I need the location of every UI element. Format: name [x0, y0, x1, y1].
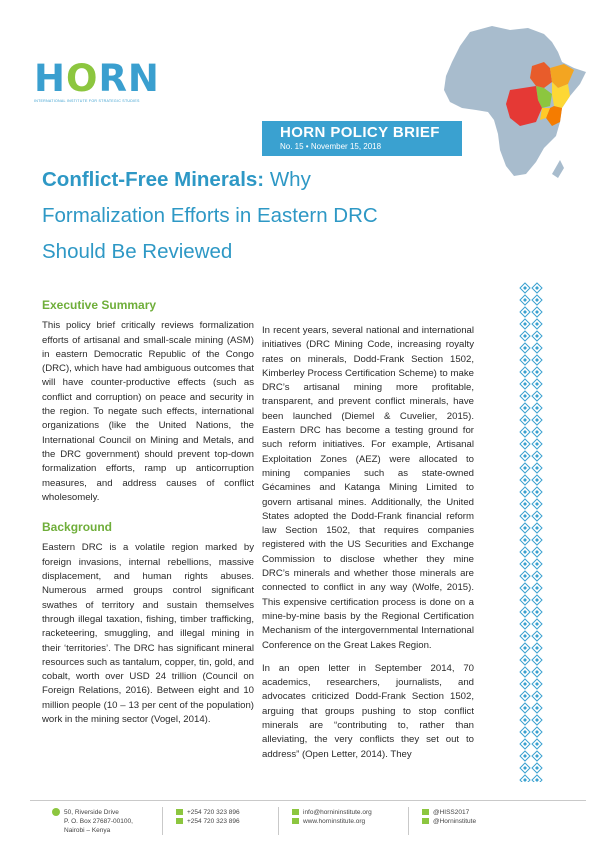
- title-bold: Conflict-Free Minerals:: [42, 168, 265, 191]
- footer-divider: [408, 807, 409, 835]
- twitter-handle[interactable]: @HISS2017: [433, 809, 470, 816]
- footer-address: [52, 808, 133, 835]
- location-pin-icon: [52, 808, 60, 816]
- logo-tagline: INTERNATIONAL INSTITUTE FOR STRATEGIC STUDIES: [34, 99, 140, 103]
- email-link[interactable]: info@hornininstitute.org: [303, 809, 372, 816]
- right-paragraph-1: In recent years, several national and international initiatives (DRC Mining Code, increasing royalty rates on minerals, Dodd-Frank Section 1502, Kimberley Process Certification Scheme) to make DRC’s artisanal mining more profitable, transparent, and prevent conflict minerals, have been launched (Diemel & Cuvelier, 2015). Eastern DRC has become a testing ground for such reform initiatives. For example, Artisanal Exploitation Zones (AEZ) were allocated to mining companies such as state-owned Gécamines and Katanga Mining Limited to govern artisanal mines. Additionally, the United States adopted the Dodd-Frank financial reform law Section 1502, that requires companies registered with the US Securities and Exchange Commission to disclose whether they mine DRC’s minerals and whether those minerals are connected to conflict in any way (Wolfe, 2015). This expensive certification process is done on a mine-by-mine basis by the Regional Certification Mechanism of the intergovernmental International Conference on the Great Lakes Region.: [262, 325, 474, 651]
- right-column: [262, 324, 474, 762]
- website-link[interactable]: www.horninstitute.org: [303, 818, 366, 825]
- background-heading: Background: [42, 520, 113, 535]
- footer-social: [422, 808, 476, 826]
- policy-brief-banner: [262, 121, 462, 156]
- executive-summary-text: This policy brief critically reviews formalization efforts of artisanal and small-scale mining (ASM) in eastern Democratic Republic of the Congo (DRC), which have had ambiguous outcomes that will have counter-productive effects (such as conflict and corruption) on peace and security in the region. To negate such effects, international organizations (like the United Nations, the International Council on Mining and Metals, and the DRC government) should prevent top-down formalization efforts, ramp up anticorruption measures, and address causes of conflict wholesomely.: [42, 320, 254, 503]
- right-paragraph-2: In an open letter in September 2014, 70 academics, researchers, journalists, and advocates criticized Dodd-Frank Section 1502, arguing that groups pushing to stop conflict minerals are “contributing to, rather than alleviating, the very conflicts they set out to address” (Open Letter, 2014). They: [262, 662, 474, 760]
- footer: [30, 800, 586, 840]
- logo-letter-h: H: [34, 57, 66, 100]
- policy-brief-title: HORN POLICY BRIEF: [280, 124, 440, 141]
- footer-phones: [176, 808, 240, 826]
- footer-web: [292, 808, 372, 826]
- twitter-icon: [422, 809, 429, 815]
- title-line-2: Formalization Efforts in Eastern DRC: [42, 204, 378, 227]
- address-line-3: Nairobi – Kenya: [64, 827, 111, 834]
- facebook-icon: [422, 818, 429, 824]
- title-line-1: [42, 162, 482, 198]
- title-rest: Why: [264, 168, 311, 191]
- phone-1[interactable]: +254 720 323 896: [187, 809, 240, 816]
- left-column: [42, 298, 254, 727]
- address-line-1: 50, Riverside Drive: [64, 809, 119, 816]
- logo-wordmark: [34, 57, 164, 100]
- africa-map-icon: [440, 22, 588, 180]
- globe-icon: [292, 818, 299, 824]
- email-icon: [292, 809, 299, 815]
- footer-divider: [278, 807, 279, 835]
- horn-logo: [34, 57, 164, 103]
- facebook-handle[interactable]: @Horninstitute: [433, 818, 477, 825]
- executive-summary-heading: Executive Summary: [42, 298, 157, 312]
- decorative-border: [519, 282, 543, 782]
- logo-letters-rn: RN: [98, 57, 160, 100]
- background-text: Eastern DRC is a volatile region marked by foreign invasions, internal rebellions, massive displacement, and human rights abuses. Numerous armed groups control significant swathes of territory and sustain themselves through illegal taxation, fishing, timber trafficking, racketeering, smuggling, and illegal mining in their ‘territories’. The DRC has significant mineral resources such as tantalum, copper, tin, gold, and cobalt, worth over USD 24 trillion (Council on Foreign Relations, 2016). Between eight and 10 million people (10 – 13 per cent of the population) work in the mining sector (Vogel, 2014).: [42, 542, 254, 726]
- policy-brief-issue: No. 15 • November 15, 2018: [280, 142, 382, 151]
- address-line-2: P. O. Box 27687-00100,: [64, 818, 133, 825]
- document-title: [42, 162, 482, 270]
- mobile-phone-icon: [176, 818, 183, 824]
- phone-icon: [176, 809, 183, 815]
- logo-letter-o: O: [65, 57, 99, 100]
- phone-2[interactable]: +254 720 323 896: [187, 818, 240, 825]
- title-line-3: Should Be Reviewed: [42, 240, 233, 263]
- footer-divider: [162, 807, 163, 835]
